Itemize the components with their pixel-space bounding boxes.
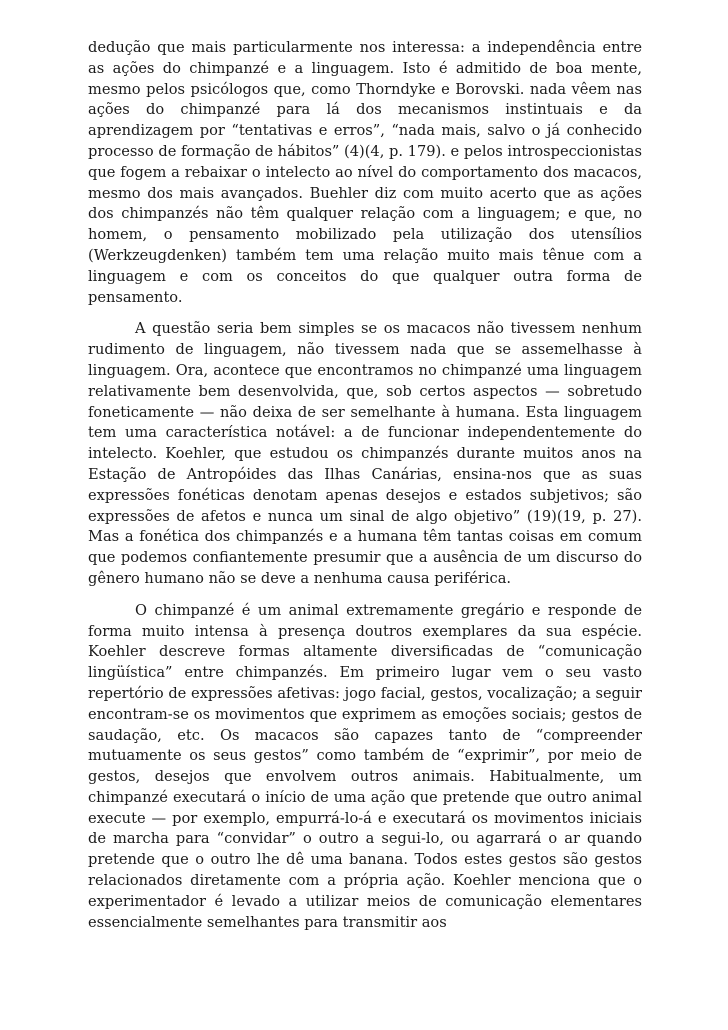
paragraph-1: dedução que mais particularmente nos interessa: a independência entre as ações do chimpanzé e a linguagem. Isto é admitido de boa mente, mesmo pelos psicólogos que, como Thorndyke e Borovski. nada vêem nas ações do chimpanzé para lá dos mecanismos instintuais e da aprendizagem por “tentativas e erros”, “nada mais, salvo o já conhecido processo de formação de hábitos” (4)(4, p. 179). e pelos introspeccionistas que fogem a rebaixar o intelecto ao nível do comportamento dos macacos, mesmo dos mais avançados. Buehler diz com muito acerto que as ações dos chimpanzés não têm qualquer relação com a linguagem; e que, no homem, o pensamento mobilizado pela utilização dos utensílios (Werkzeugdenken) também tem uma relação muito mais tênue com a linguagem e com os conceitos do que qualquer outra forma de pensamento. bbox=[88, 39, 642, 306]
paragraph-3: O chimpanzé é um animal extremamente gregário e responde de forma muito intensa à presença doutros exemplares da sua espécie. Koehler descreve formas altamente diversificadas de “comunicação lingüística” entre chimpanzés. Em primeiro lugar vem o seu vasto repertório de expressões afetivas: jogo facial, gestos, vocalização; a seguir encontram-se os movimentos que exprimem as emoções sociais; gestos de saudação, etc. Os macacos são capazes tanto de “compreender mutuamente os seus gestos” como também de “exprimir”, por meio de gestos, desejos que envolvem outros animais. Habitualmente, um chimpanzé executará o início de uma ação que pretende que outro animal execute — por exemplo, empurrá-lo-á e executará os movimentos iniciais de marcha para “convidar” o outro a segui-lo, ou agarrará o ar quando pretende que o outro lhe dê uma banana. Todos estes gestos são gestos relacionados diretamente com a própria ação. Koehler menciona que o experimentador é levado a utilizar meios de comunicação elementares essencialmente semelhantes para transmitir aos bbox=[88, 601, 642, 931]
paragraph-2: A questão seria bem simples se os macacos não tivessem nenhum rudimento de linguagem, não tivessem nada que se assemelhasse à linguagem. Ora, acontece que encontramos no chimpanzé uma linguagem relativamente bem desenvolvida, que, sob certos aspectos — sobretudo foneticamente — não deixa de ser semelhante à humana. Esta linguagem tem uma característica notável: a de funcionar independentemente do intelecto. Koehler, que estudou os chimpanzés durante muitos anos na Estação de Antropóides das Ilhas Canárias, ensina-nos que as suas expressões fonéticas denotam apenas desejos e estados subjetivos; são expressões de afetos e nunca um sinal de algo objetivo” (19)(19, p. 27). Mas a fonética dos chimpanzés e a humana têm tantas coisas em comum que podemos confiantemente presumir que a ausência de um discurso do gênero humano não se deve a nenhuma causa periférica. bbox=[88, 320, 642, 587]
